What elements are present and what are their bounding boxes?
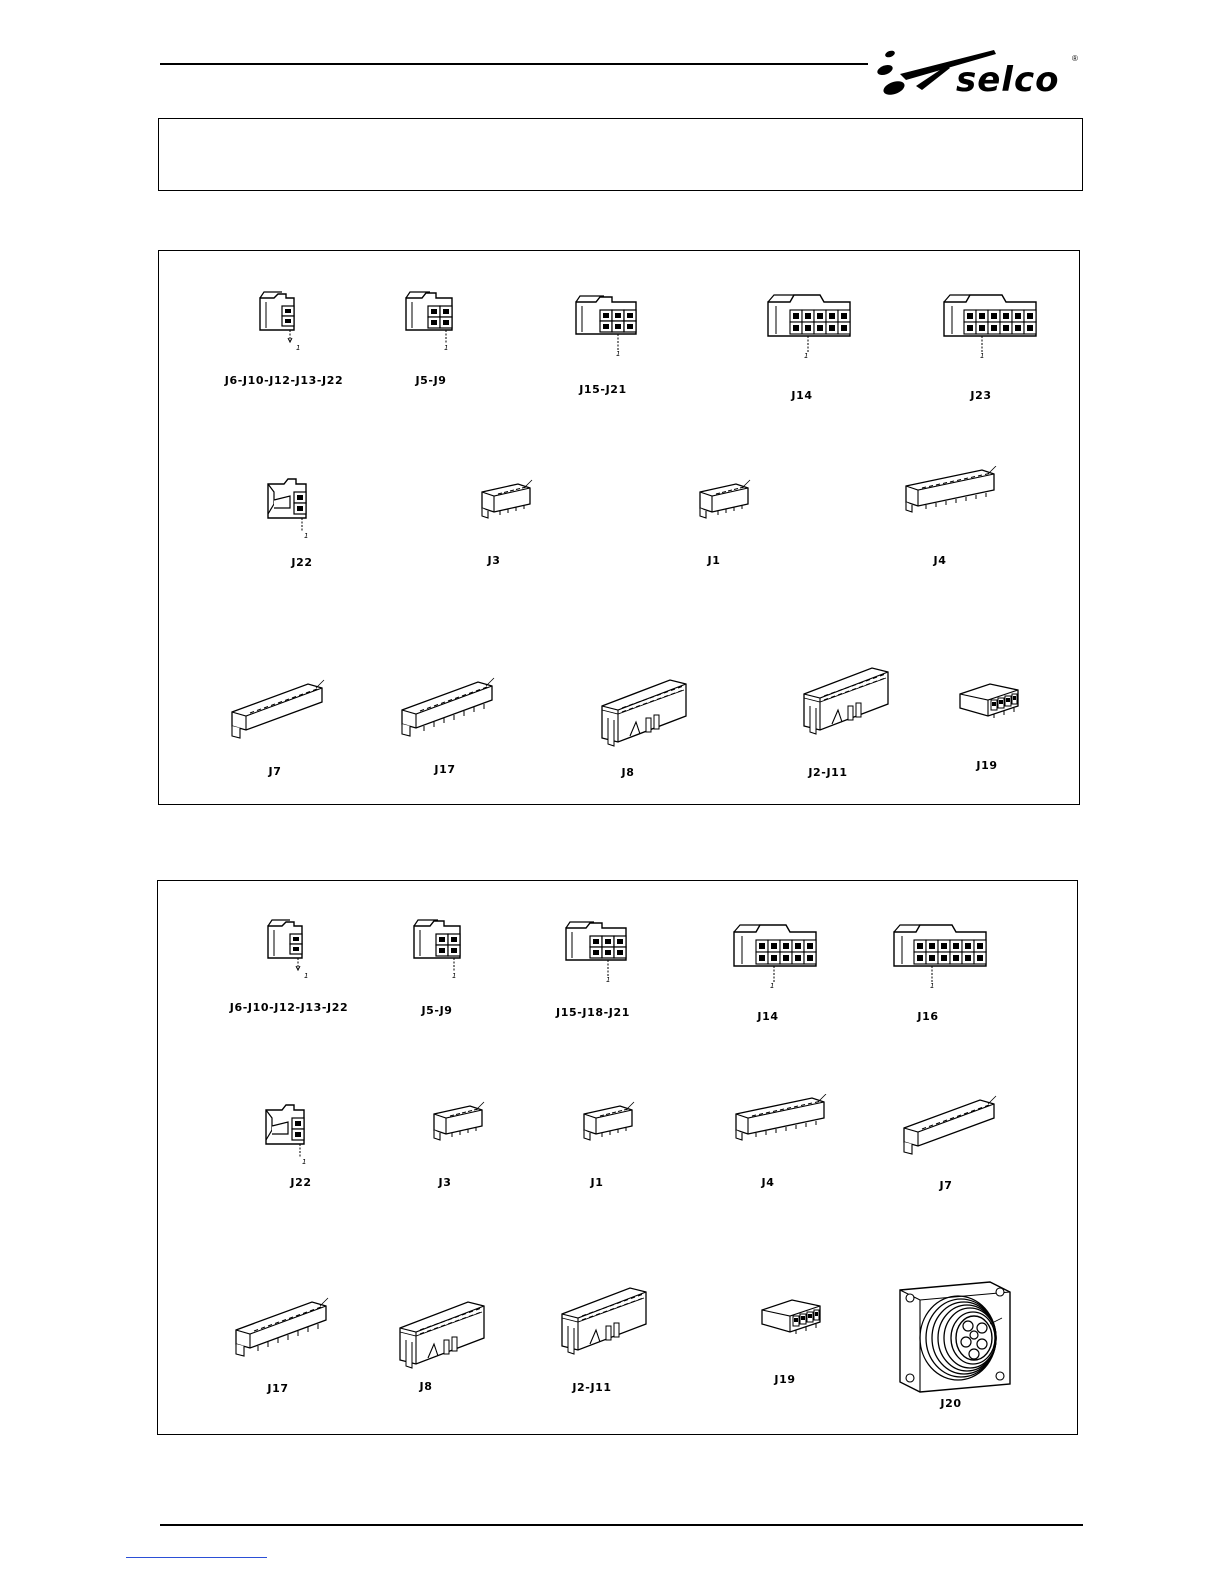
connector-j22 [262,474,322,544]
pin-marker: 1 [930,982,935,990]
housing-4pin-icon [756,1296,826,1346]
pin-marker: 1 [770,982,775,990]
molex-2pin-icon [252,288,312,358]
connector-j6-j10-j12-j13-j22 [260,916,320,986]
connector-j3 [478,478,538,528]
footer-link-underline[interactable] [126,1557,267,1558]
connector-j4 [732,1094,832,1144]
header-small-icon [430,1100,490,1150]
connector-label: J16 [917,1010,939,1023]
connector-j1 [696,478,756,528]
connector-j22 [260,1100,320,1170]
connector-label: J7 [268,765,282,778]
header-long-icon [398,676,498,746]
connector-label: J4 [933,554,947,567]
connector-label: J19 [976,759,998,772]
connector-label: J8 [621,766,635,779]
molex-4pin-icon [408,916,468,986]
connector-j19 [756,1296,826,1346]
connector-label: J1 [707,554,721,567]
pin-marker: 1 [296,344,301,352]
connector-j23 [940,290,1040,360]
connector-j17 [232,1296,332,1366]
connector-label: J14 [757,1010,779,1023]
connector-j20 [886,1270,1026,1400]
header-long-icon [228,678,328,748]
header-long-icon [232,1296,332,1366]
circular-connector-icon [886,1270,1026,1400]
connector-label: J6-J10-J12-J13-J22 [224,374,344,387]
connector-j2-j11 [554,1280,654,1360]
pin-marker: 1 [606,976,611,984]
connector-j14 [730,920,820,990]
connector-label: J6-J10-J12-J13-J22 [229,1001,349,1014]
header-medium-icon [732,1094,832,1144]
molex-2pin-icon [260,916,320,986]
connector-j17 [398,676,498,746]
header-long-icon [900,1094,1000,1164]
connector-label: J5-J9 [415,374,447,387]
connector-j5-j9 [408,916,468,986]
pin-marker: 1 [304,972,309,980]
registered-mark: ® [1072,54,1078,63]
pin-marker: 1 [302,1158,307,1166]
connector-label: J15-J18-J21 [556,1006,630,1019]
connector-label: J2-J11 [808,766,848,779]
connector-j14 [764,290,854,360]
connector-label: J19 [774,1373,796,1386]
connector-label: J22 [290,1176,312,1189]
molex-6pin-icon [562,918,632,988]
pin-marker: 1 [452,972,457,980]
connector-label: J1 [590,1176,604,1189]
connector-label: J15-J21 [579,383,627,396]
molex-10pin-icon [730,920,820,990]
connector-j7 [228,678,328,748]
title-box [158,118,1083,191]
connector-j15-j18-j21 [562,918,632,988]
connector-j2-j11 [796,660,896,740]
molex-latch-2pin-icon [262,474,322,544]
brand-name: selco [956,60,1060,100]
connector-label: J4 [761,1176,775,1189]
connector-j8 [392,1294,492,1374]
idc-connector-icon [594,672,694,752]
connector-j16 [890,920,990,990]
connector-label: J3 [487,554,501,567]
footer-rule [160,1524,1083,1526]
idc-connector-icon [554,1280,654,1360]
molex-10pin-icon [764,290,854,360]
connector-label: J3 [438,1176,452,1189]
pin-marker: 1 [980,352,985,360]
idc-connector-icon [796,660,896,740]
connector-label: J17 [267,1382,289,1395]
header-medium-icon [902,466,1002,516]
pin-marker: 1 [616,350,621,358]
pin-marker: 1 [304,532,309,540]
connector-j5-j9 [400,288,460,358]
connector-label: J7 [939,1179,953,1192]
header-small-icon [478,478,538,528]
molex-12pin-icon [890,920,990,990]
connector-j15-j21 [572,292,642,362]
connector-j1 [580,1100,640,1150]
molex-12pin-icon [940,290,1040,360]
molex-4pin-icon [400,288,460,358]
connector-label: J14 [791,389,813,402]
header-small-icon [696,478,756,528]
connector-label: J17 [434,763,456,776]
connector-j3 [430,1100,490,1150]
connector-label: J8 [419,1380,433,1393]
connector-j19 [954,680,1024,730]
molex-6pin-icon [572,292,642,362]
idc-connector-icon [392,1294,492,1374]
connector-j6-j10-j12-j13-j22 [252,288,312,358]
connector-j7 [900,1094,1000,1164]
pin-marker: 1 [804,352,809,360]
connector-label: J2-J11 [572,1381,612,1394]
connector-j4 [902,466,1002,516]
header-small-icon [580,1100,640,1150]
connector-label: J20 [940,1397,962,1410]
header-rule [160,63,868,65]
brand-logo [876,44,1082,100]
pin-marker: 1 [444,344,449,352]
housing-4pin-icon [954,680,1024,730]
molex-latch-2pin-icon [260,1100,320,1170]
connector-label: J5-J9 [421,1004,453,1017]
connector-label: J22 [291,556,313,569]
connector-label: J23 [970,389,992,402]
connector-j8 [594,672,694,752]
